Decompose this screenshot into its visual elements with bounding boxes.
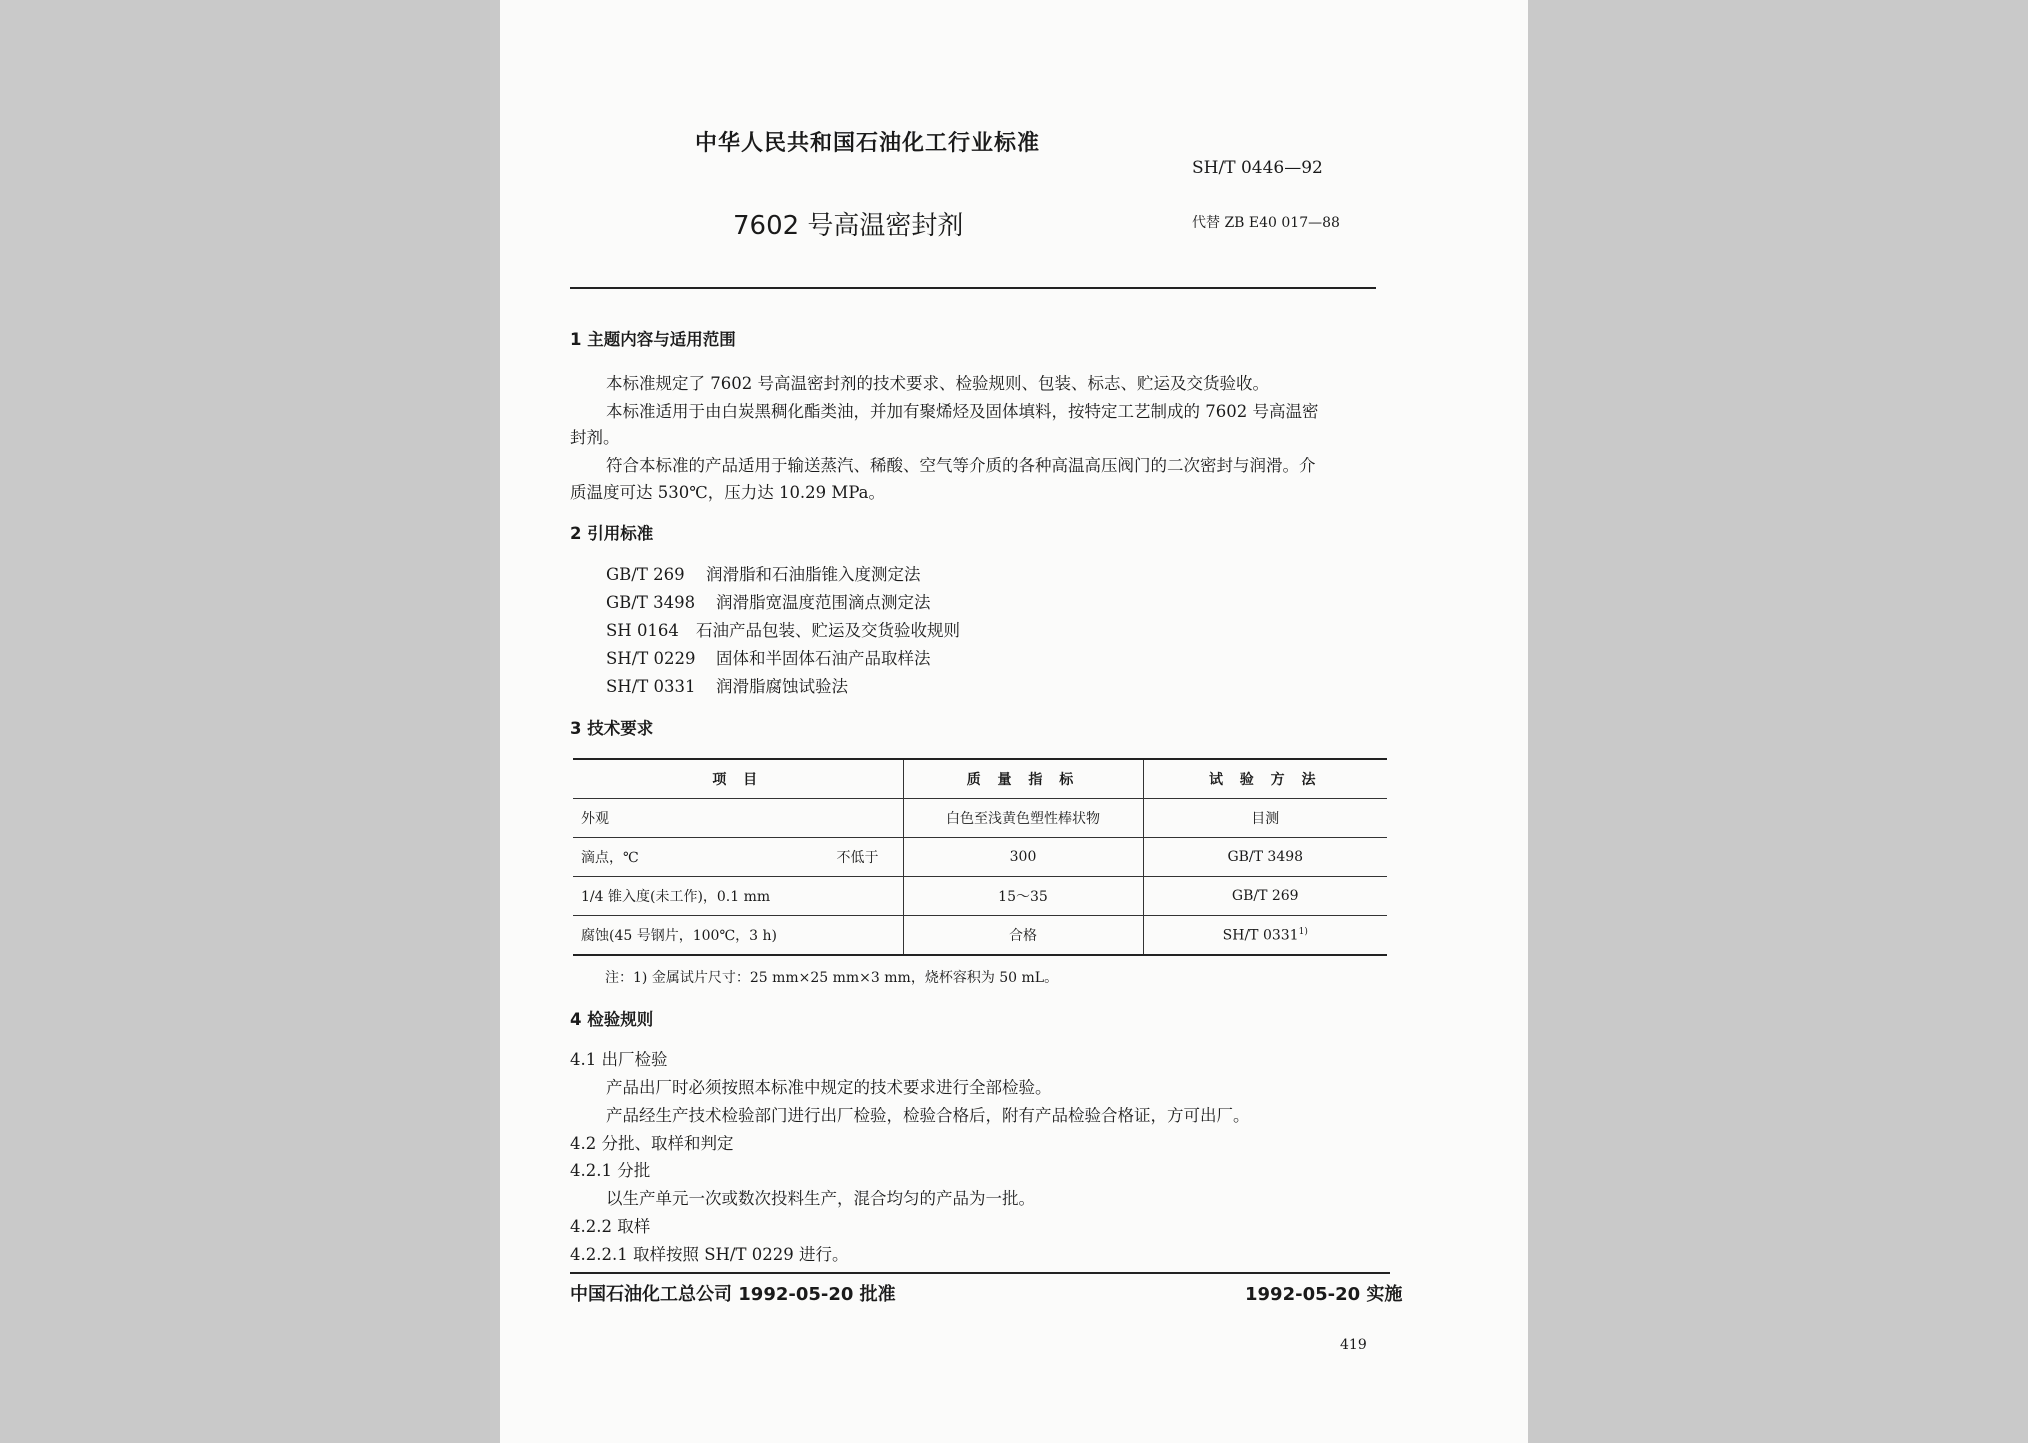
sec4-1-para-1: 产品出厂时必须按照本标准中规定的技术要求进行全部检验。: [606, 1078, 1052, 1097]
table-header-row: [573, 759, 1387, 799]
cell-item: 外观: [573, 799, 903, 838]
approval-line: 中国石油化工总公司 1992-05-20 批准: [570, 1284, 896, 1305]
ref-code: GB/T 269: [606, 565, 685, 584]
ref-code: SH/T 0331: [606, 677, 696, 696]
footer-divider: [570, 1272, 1390, 1274]
document-page: [500, 0, 1528, 1443]
cell-item: 1/4 锥入度(未工作)，0.1 mm: [573, 877, 903, 916]
ref-title: 润滑脂宽温度范围滴点测定法: [716, 593, 931, 612]
standard-code: SH/T 0446—92: [1192, 158, 1323, 178]
ref-item: [606, 561, 921, 585]
ref-item: [606, 589, 931, 613]
table-row: [573, 838, 1387, 877]
cell-value: 300: [903, 838, 1143, 877]
sec1-para-3a: 符合本标准的产品适用于输送蒸汽、稀酸、空气等介质的各种高温高压阀门的二次密封与润滑。介: [606, 456, 1316, 475]
sec4-2-2-heading: 4.2.2 取样: [570, 1217, 651, 1236]
sec4-2-heading: 4.2 分批、取样和判定: [570, 1134, 734, 1153]
page-number: 419: [1340, 1337, 1367, 1353]
section-3-heading: 3 技术要求: [570, 719, 654, 738]
sec4-1-heading: 4.1 出厂检验: [570, 1050, 668, 1069]
ref-item: [606, 673, 848, 697]
section-1-heading: 1 主题内容与适用范围: [570, 330, 736, 349]
table-row: [573, 799, 1387, 838]
cell-method: 目测: [1143, 799, 1387, 838]
cell-method: SH/T 0331$^{1)}$: [1143, 916, 1387, 956]
ref-item: [606, 645, 931, 669]
spec-table: [573, 758, 1387, 956]
cell-item: 滴点，℃ 不低于: [573, 838, 903, 877]
ref-item: [606, 617, 960, 641]
ref-code: SH 0164: [606, 621, 679, 640]
sec1-para-2a: 本标准适用于由白炭黑稠化酯类油，并加有聚烯烃及固体填料，按特定工艺制成的 7602 号高温密: [606, 402, 1319, 421]
ref-code: SH/T 0229: [606, 649, 696, 668]
cell-value: 合格: [903, 916, 1143, 956]
replaces-note: 代替 ZB E40 017—88: [1192, 215, 1340, 231]
table-note: 注：1) 金属试片尺寸：25 mm×25 mm×3 mm，烧杯容积为 50 mL。: [605, 970, 1059, 986]
table-row: [573, 877, 1387, 916]
table-row: [573, 916, 1387, 956]
sec4-2-2-1-para: 4.2.2.1 取样按照 SH/T 0229 进行。: [570, 1245, 849, 1264]
ref-title: 润滑脂和石油脂锥入度测定法: [706, 565, 921, 584]
sec1-para-2b: 封剂。: [570, 428, 620, 447]
sec4-2-1-para: 以生产单元一次或数次投料生产，混合均匀的产品为一批。: [606, 1189, 1035, 1208]
section-4-heading: 4 检验规则: [570, 1010, 654, 1029]
col-header-item: 项 目: [573, 759, 903, 799]
ref-title: 润滑脂腐蚀试验法: [716, 677, 848, 696]
ref-title: 石油产品包装、贮运及交货验收规则: [696, 621, 960, 640]
section-2-heading: 2 引用标准: [570, 524, 654, 543]
org-title: 中华人民共和国石油化工行业标准: [695, 131, 1041, 156]
sec4-1-para-2: 产品经生产技术检验部门进行出厂检验，检验合格后，附有产品检验合格证，方可出厂。: [606, 1106, 1250, 1125]
ref-code: GB/T 3498: [606, 593, 696, 612]
ref-title: 固体和半固体石油产品取样法: [716, 649, 931, 668]
doc-title: 7602 号高温密封剂: [733, 211, 964, 241]
cell-item: 腐蚀(45 号钢片，100℃，3 h): [573, 916, 903, 956]
sec1-para-3b: 质温度可达 530℃，压力达 10.29 MPa。: [570, 483, 886, 502]
cell-value: 白色至浅黄色塑性棒状物: [903, 799, 1143, 838]
cell-method: GB/T 269: [1143, 877, 1387, 916]
header-divider: [570, 287, 1376, 289]
sec1-para-1: 本标准规定了 7602 号高温密封剂的技术要求、检验规则、包装、标志、贮运及交货验收。: [606, 374, 1269, 393]
sec4-2-1-heading: 4.2.1 分批: [570, 1161, 651, 1180]
effective-date: 1992-05-20 实施: [1245, 1284, 1403, 1305]
cell-method: GB/T 3498: [1143, 838, 1387, 877]
cell-value: 15～35: [903, 877, 1143, 916]
footnote-mark: 1): [1298, 926, 1308, 937]
col-header-method: 试 验 方 法: [1143, 759, 1387, 799]
col-header-value: 质 量 指 标: [903, 759, 1143, 799]
